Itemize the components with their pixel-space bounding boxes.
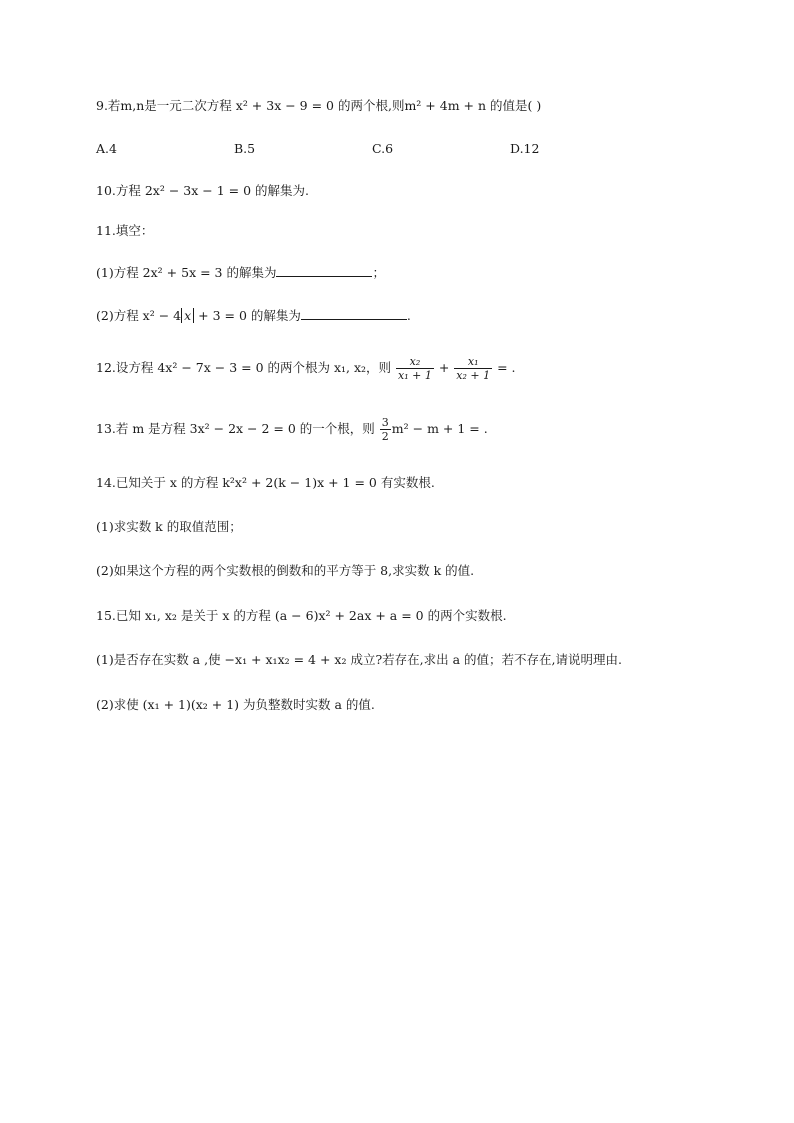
answer-blank[interactable] — [301, 307, 407, 320]
answer-blank[interactable] — [276, 264, 372, 277]
fraction-denominator: 2 — [381, 430, 389, 443]
q9-option-b: B.5 — [234, 141, 256, 156]
fraction — [380, 416, 391, 443]
fraction-denominator: x₂ + 1 — [456, 369, 491, 382]
q11-p2-mid: + 3 = 0 的解集为 — [194, 308, 301, 323]
question-11-part-1 — [96, 264, 385, 281]
question-15-part-2: (2)求使 (x₁ + 1)(x₂ + 1) 为负整数时实数 a 的值. — [96, 697, 375, 712]
q12-text: 12.设方程 4x² − 7x − 3 = 0 的两个根为 x₁, x₂，则 — [96, 360, 392, 375]
question-14-part-2: (2)如果这个方程的两个实数根的倒数和的平方等于 8,求实数 k 的值. — [96, 563, 475, 578]
question-11-title: 11.填空： — [96, 223, 154, 238]
fraction-numerator: x₂ — [396, 355, 434, 369]
q11-p1-text: (1)方程 2x² + 5x = 3 的解集为 — [96, 265, 277, 280]
q9-option-d: D.12 — [510, 141, 540, 156]
q9-option-a: A.4 — [96, 141, 117, 156]
fraction-numerator: x₁ — [454, 355, 492, 369]
fraction-numerator: 3 — [381, 416, 389, 429]
q13-end: m² − m + 1 = . — [391, 421, 488, 436]
q12-end: = . — [493, 360, 516, 375]
q11-p2-end: . — [406, 308, 411, 323]
q13-text: 13.若 m 是方程 3x² − 2x − 2 = 0 的一个根，则 — [96, 421, 375, 436]
question-15-part-1: (1)是否存在实数 a ,使 −x₁ + x₁x₂ = 4 + x₂ 成立?若存在,求出 a 的值；若不存在,请说明理由. — [96, 652, 622, 667]
q9-option-c: C.6 — [372, 141, 394, 156]
question-14-part-1: (1)求实数 k 的取值范围； — [96, 519, 242, 534]
question-11-part-2 — [96, 307, 411, 324]
plus-sign: + — [434, 360, 454, 375]
q11-p1-end: ； — [372, 265, 385, 280]
fraction-1 — [396, 355, 434, 382]
question-14: 14.已知关于 x 的方程 k²x² + 2(k − 1)x + 1 = 0 有实数根. — [96, 475, 435, 490]
question-12 — [96, 352, 516, 384]
question-15: 15.已知 x₁, x₂ 是关于 x 的方程 (a − 6)x² + 2ax + a = 0 的两个实数根. — [96, 608, 507, 623]
fraction-denominator: x₁ + 1 — [398, 369, 432, 382]
absolute-value: x — [181, 308, 194, 323]
question-10: 10.方程 2x² − 3x − 1 = 0 的解集为. — [96, 183, 309, 198]
question-13 — [96, 413, 488, 445]
fraction-2 — [454, 355, 492, 382]
question-9: 9.若m,n是一元二次方程 x² + 3x − 9 = 0 的两个根,则m² + 4m + n 的值是( ) — [96, 98, 542, 113]
q11-p2-text: (2)方程 x² − 4 — [96, 308, 182, 323]
